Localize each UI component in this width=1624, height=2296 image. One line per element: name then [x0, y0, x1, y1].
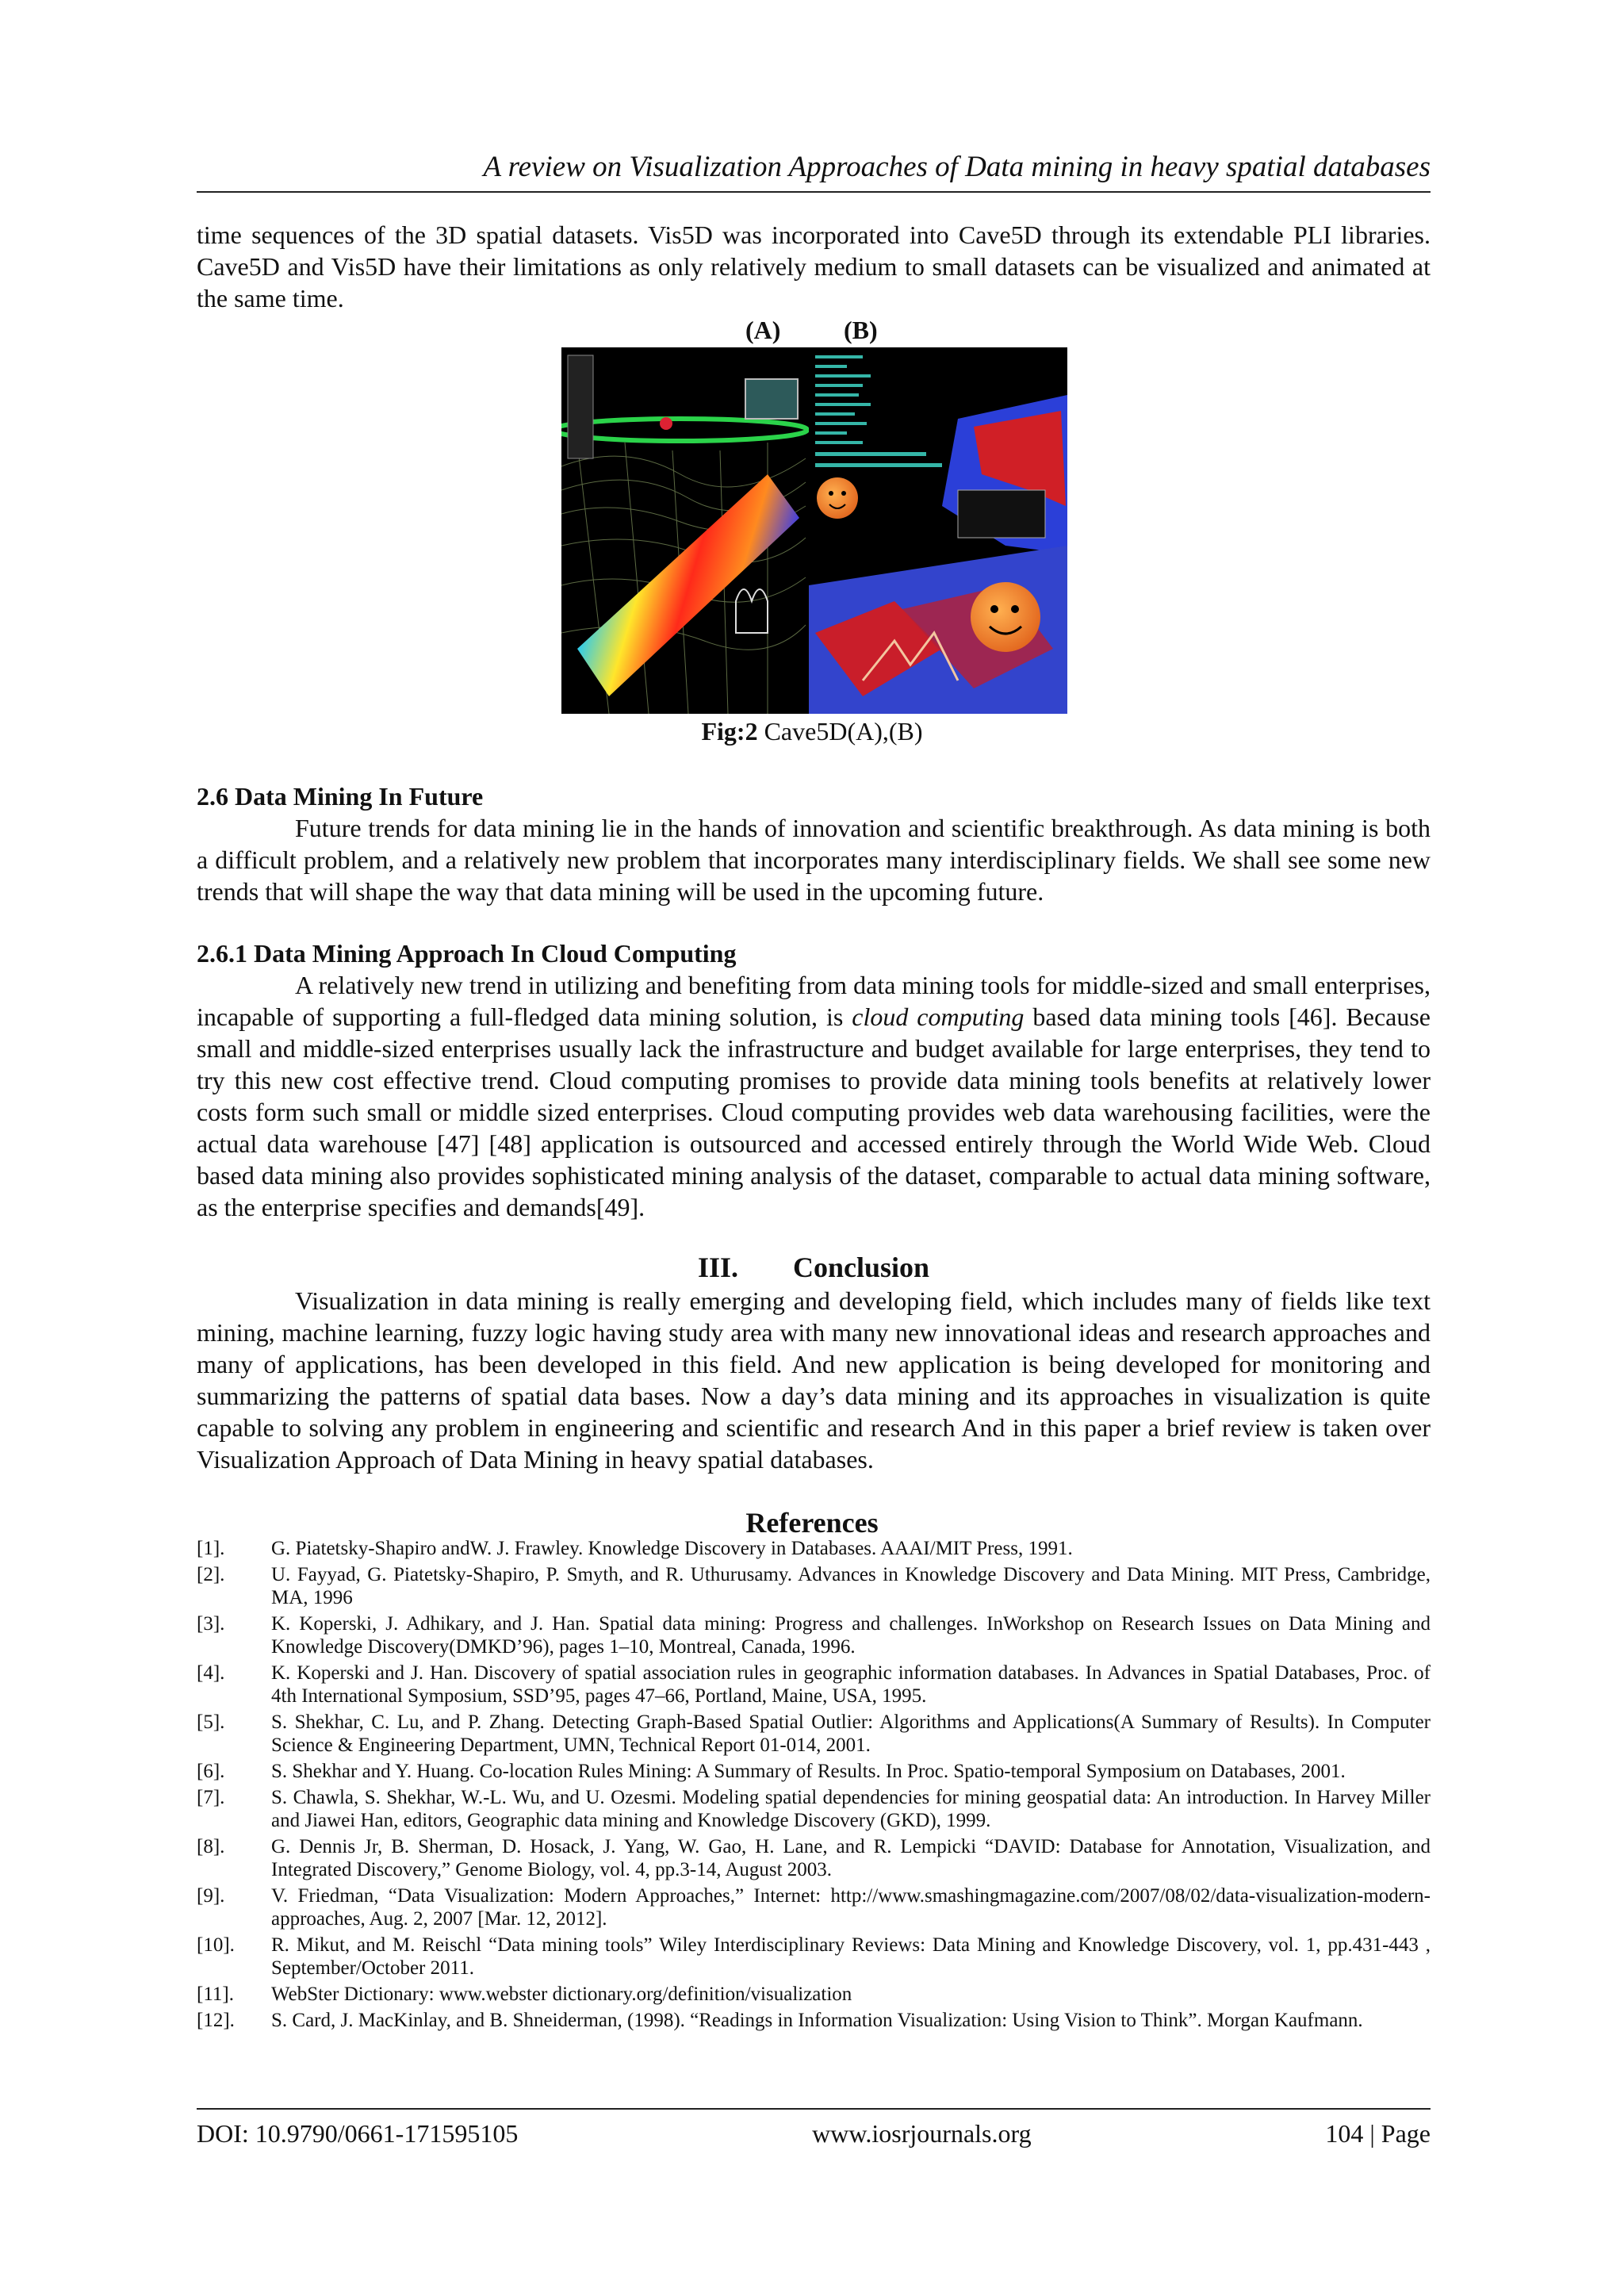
reference-text: K. Koperski, J. Adhikary, and J. Han. Spatial data mining: Progress and challenges. InWorkshop on Research Issues on Data Mining and Knowledge Discovery(DMKD’96), pages 1–10, Montreal, Canada, 1996.	[271, 1613, 1431, 1658]
reference-number: [10].	[197, 1934, 235, 1956]
reference-number: [12].	[197, 2010, 235, 2031]
reference-text: WebSter Dictionary: www.webster dictionary.org/definition/visualization	[271, 1984, 852, 2005]
figure-label-a: (A)	[745, 316, 781, 344]
footer-doi: DOI: 10.9790/0661-171595105	[197, 2119, 519, 2148]
conclusion-heading	[197, 1250, 1431, 1285]
reference-item	[197, 1563, 1431, 1609]
reference-text: S. Shekhar, C. Lu, and P. Zhang. Detecting Graph-Based Spatial Outlier: Algorithms and Applications(A Summary of Results). In Computer Science & Engineering Department, UMN, Technical Report 01-014, 2001.	[271, 1711, 1431, 1756]
section-2-6-paragraph: Future trends for data mining lie in the hands of innovation and scientific breakthrough. As data mining is both a difficult problem, and a relatively new problem that incorporates many interdisciplinary fields. We shall see some new trends that will shape the way that data mining will be used in the upcoming future.	[197, 814, 1431, 906]
reference-item	[197, 1612, 1431, 1658]
reference-item	[197, 1711, 1431, 1757]
reference-number: [6].	[197, 1761, 225, 1782]
section-2-6-1	[197, 937, 1431, 1223]
reference-item	[197, 2009, 1431, 2032]
reference-item	[197, 1934, 1431, 1980]
running-header: A review on Visualization Approaches of Data mining in heavy spatial databases	[197, 152, 1431, 193]
reference-item	[197, 1537, 1431, 1560]
conclusion-title: Conclusion	[792, 1251, 930, 1283]
conclusion-number: III.	[697, 1251, 738, 1283]
conclusion-paragraph: Visualization in data mining is really emerging and developing field, which includes many of fields like text mining, machine learning, fuzzy logic having study area with many new innovational ideas and research approaches and many of applications, has been developed in this field. And new application is being developed for monitoring and summarizing the patterns of spatial data bases. Now a day’s data mining and its approaches in visualization is quite capable to solving any problem in engineering and scientific and research And in this paper a brief review is taken over Visualization Approach of Data Mining in heavy spatial databases.	[197, 1286, 1431, 1474]
reference-text: S. Card, J. MacKinlay, and B. Shneiderman, (1998). “Readings in Information Visualization: Using Vision to Think”. Morgan Kaufmann.	[271, 2010, 1363, 2031]
reference-text: U. Fayyad, G. Piatetsky-Shapiro, P. Smyth, and R. Uthurusamy. Advances in Knowledge Discovery and Data Mining. MIT Press, Cambridge, MA, 1996	[271, 1564, 1431, 1608]
footer-site: www.iosrjournals.org	[812, 2119, 1032, 2148]
reference-number: [9].	[197, 1885, 225, 1907]
cloud-para-part-1: A relatively new trend in utilizing and benefiting from data mining tools for middle-sized and small enterprises, incapable of supporting a full-fledged data mining solution, is	[197, 971, 1431, 1031]
section-2-6-1-paragraph	[197, 969, 1431, 1223]
section-2-6-heading: 2.6 Data Mining In Future	[197, 782, 484, 811]
reference-text: S. Chawla, S. Shekhar, W.-L. Wu, and U. Ozesmi. Modeling spatial dependencies for mining geospatial data: An introduction. In Harvey Miller and Jiawei Han, editors, Geographic data mining and Knowledge Discovery (GKD), 1999.	[271, 1787, 1431, 1831]
reference-text: G. Dennis Jr, B. Sherman, D. Hosack, J. Yang, W. Gao, H. Lane, and R. Lempicki “DAVID: Database for Annotation, Visualization, and Integrated Discovery,” Genome Biology, vol. 4, pp.3-14, August 2003.	[271, 1836, 1431, 1880]
figure-caption	[0, 715, 1624, 747]
reference-text: S. Shekhar and Y. Huang. Co-location Rules Mining: A Summary of Results. In Proc. Spatio-temporal Symposium on Databases, 2001.	[271, 1761, 1346, 1782]
figure-labels	[0, 316, 1624, 347]
cloud-para-italic: cloud computing	[852, 1002, 1025, 1031]
cave5d-figure	[561, 347, 1067, 714]
figure-caption-label: Fig:2	[701, 717, 758, 746]
intro-block	[197, 219, 1431, 314]
references-title: References	[745, 1507, 879, 1539]
reference-number: [2].	[197, 1564, 225, 1585]
cloud-para-part-2: based data mining tools [46]. Because small and middle-sized enterprises usually lack the infrastructure and budget available for large enterprises, they tend to try this new cost effective trend. Cloud computing promises to provide data mining tools benefits at relatively lower costs form such small or middle sized enterprises. Cloud computing provides web data warehousing facilities, were the actual data warehouse [47] [48] application is outsourced and accessed entirely through the World Wide Web. Cloud based data mining also provides sophisticated mining analysis of the dataset, comparable to actual data mining software, as the enterprise specifies and demands[49].	[197, 1002, 1431, 1221]
reference-item	[197, 1884, 1431, 1930]
references-list	[197, 1537, 1431, 2035]
figure-label-b: (B)	[844, 316, 878, 344]
cave5d-figure-image	[561, 347, 1067, 714]
reference-item	[197, 1786, 1431, 1832]
section-2-6	[197, 780, 1431, 907]
reference-text: K. Koperski and J. Han. Discovery of spatial association rules in geographic information databases. In Advances in Spatial Databases, Proc. of 4th International Symposium, SSD’95, pages 47–66, Portland, Maine, USA, 1995.	[271, 1662, 1431, 1707]
reference-number: [11].	[197, 1984, 234, 2005]
reference-number: [7].	[197, 1787, 225, 1808]
footer-page: 104 | Page	[1325, 2119, 1431, 2148]
figure-caption-text: Cave5D(A),(B)	[757, 717, 923, 746]
reference-item	[197, 1835, 1431, 1881]
intro-paragraph: time sequences of the 3D spatial datasets. Vis5D was incorporated into Cave5D through its extendable PLI libraries. Cave5D and Vis5D have their limitations as only relatively medium to small datasets can be visualized and animated at the same time.	[197, 220, 1431, 312]
reference-number: [5].	[197, 1711, 225, 1733]
reference-text: V. Friedman, “Data Visualization: Modern Approaches,” Internet: http://www.smashingmagazine.com/2007/08/02/data-visualization-modern-approaches, Aug. 2, 2007 [Mar. 12, 2012].	[271, 1885, 1431, 1930]
page-footer	[197, 2108, 1431, 2149]
section-2-6-1-heading: 2.6.1 Data Mining Approach In Cloud Computing	[197, 939, 737, 968]
reference-item	[197, 1760, 1431, 1783]
reference-text: R. Mikut, and M. Reischl “Data mining tools” Wiley Interdisciplinary Reviews: Data Mining and Knowledge Discovery, vol. 1, pp.431-443 , September/October 2011.	[271, 1934, 1431, 1979]
reference-number: [1].	[197, 1538, 225, 1559]
reference-text: G. Piatetsky-Shapiro andW. J. Frawley. Knowledge Discovery in Databases. AAAI/MIT Press, 1991.	[271, 1538, 1073, 1559]
reference-number: [8].	[197, 1836, 225, 1857]
reference-number: [4].	[197, 1662, 225, 1684]
reference-item	[197, 1662, 1431, 1708]
reference-item	[197, 1983, 1431, 2006]
reference-number: [3].	[197, 1613, 225, 1635]
conclusion-section	[197, 1250, 1431, 1475]
